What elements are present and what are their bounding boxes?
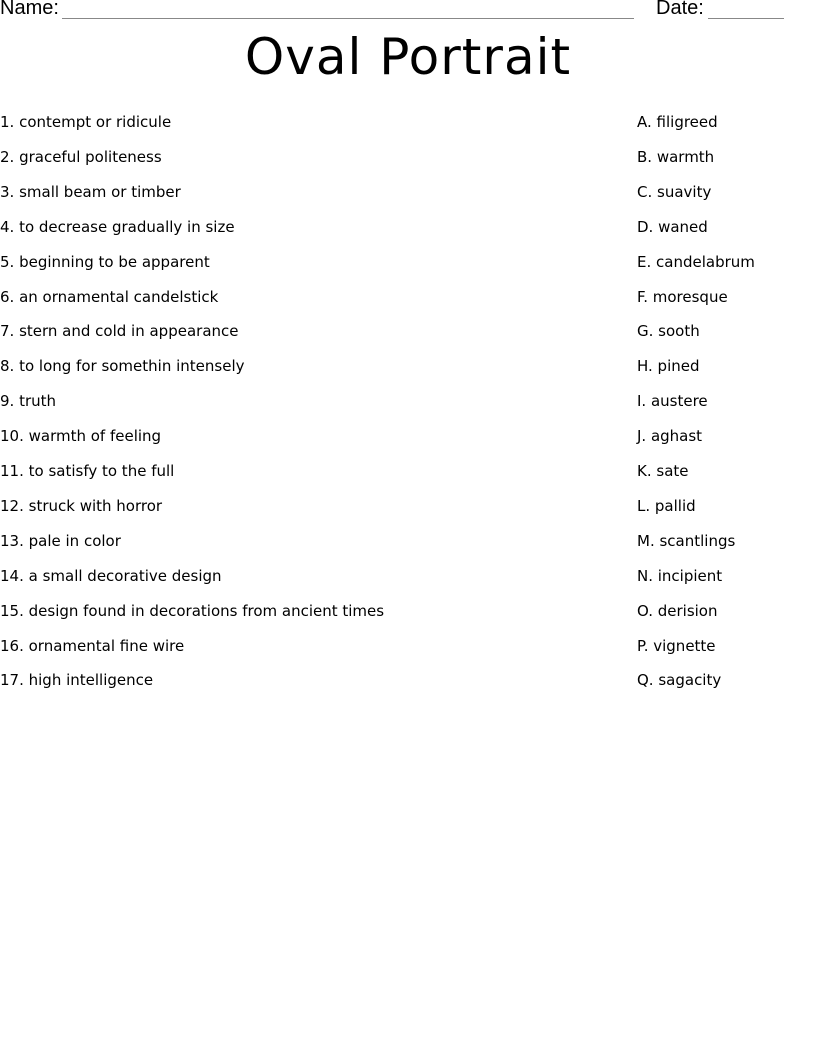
clue-item: 14. a small decorative design [0,566,222,585]
clue-item: 12. struck with horror [0,496,163,515]
clue-item: 9. truth [0,392,57,411]
clue-item: 4. to decrease gradually in size [0,217,235,236]
clue-item: 17. high intelligence [0,671,154,690]
answer-item: H. pined [637,357,700,376]
answer-item: P. vignette [637,636,716,655]
clue-item: 5. beginning to be apparent [0,252,210,271]
clue-item: 11. to satisfy to the full [0,462,175,480]
answer-item: E. candelabrum [637,252,755,271]
answer-item: J. aghast [637,427,703,446]
answer-item: K. sate [637,462,689,480]
clue-item: 1. contempt or ridicule [0,113,172,131]
answer-item: B. warmth [637,147,715,166]
answer-item: M. scantlings [637,531,736,550]
name-field[interactable] [62,18,634,19]
answer-item: Q. sagacity [637,671,722,690]
clue-item: 16. ornamental fine wire [0,636,185,655]
answer-item: L. pallid [637,496,696,515]
clue-item: 8. to long for somethin intensely [0,357,245,376]
answer-item: O. derision [637,601,718,620]
answer-item: D. waned [637,217,708,236]
clue-item: 10. warmth of feeling [0,427,162,446]
date-field[interactable] [708,18,784,19]
clue-item: 13. pale in color [0,531,121,550]
clue-item: 3. small beam or timber [0,182,181,201]
answer-item: G. sooth [637,322,700,341]
page-title: Oval Portrait [244,28,572,86]
answer-item: F. moresque [637,287,728,306]
clue-item: 15. design found in decorations from ancient times [0,601,385,620]
answer-item: N. incipient [637,566,723,585]
clue-item: 2. graceful politeness [0,147,162,166]
clue-item: 7. stern and cold in appearance [0,322,239,341]
name-label: Name: [0,0,59,19]
date-label: Date: [656,0,704,19]
answer-item: A. filigreed [637,113,718,131]
clue-item: 6. an ornamental candelstick [0,287,219,306]
answer-item: I. austere [637,392,708,411]
answer-item: C. suavity [637,182,712,201]
